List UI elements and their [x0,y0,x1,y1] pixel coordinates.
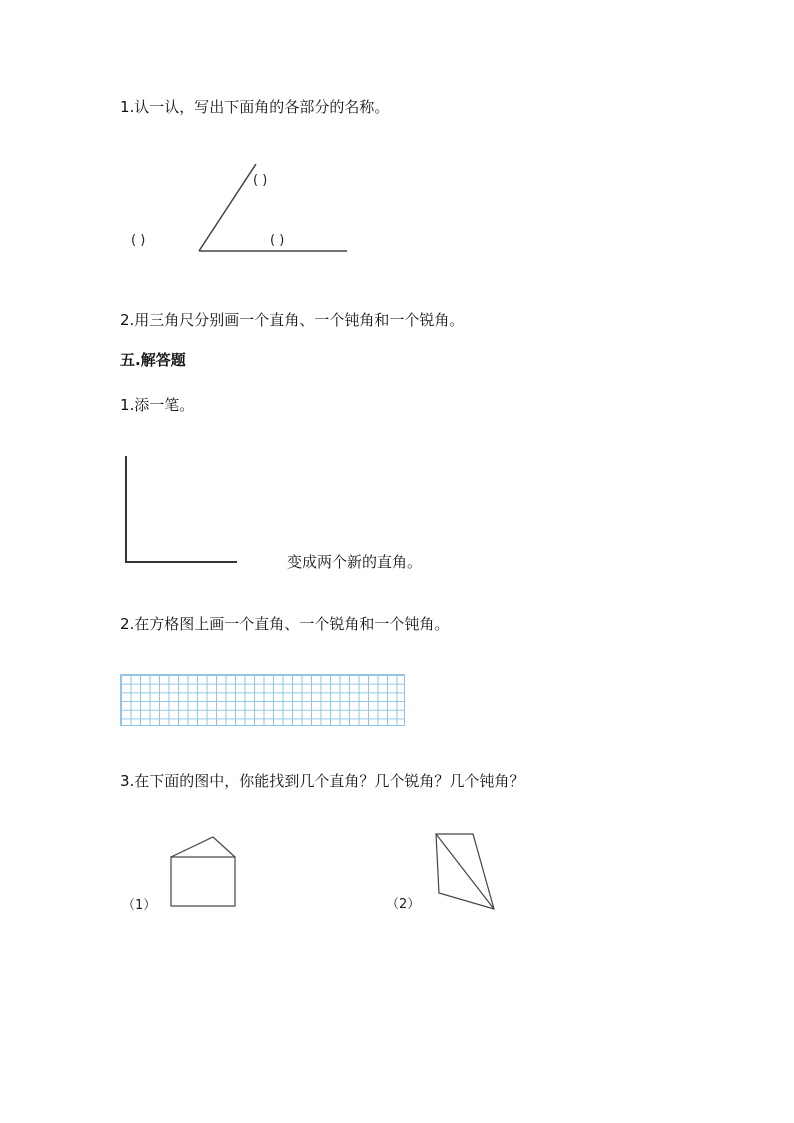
problem-3-text: 3.在下面的图中，你能找到几个直角？几个锐角？几个钝角？ [120,772,525,790]
problem-1-text: 1.添一笔。 [120,396,195,414]
question-2-text: 2.用三角尺分别画一个直角、一个钝角和一个锐角。 [120,311,465,329]
question-1-text: 1.认一认，写出下面角的各部分的名称。 [120,98,390,116]
problem-1-caption: 变成两个新的直角。 [287,553,423,571]
blank-side-bottom[interactable]: ( ) [270,233,285,248]
blank-side-top[interactable]: ( ) [253,173,268,188]
figure-label-1: （1） [122,898,157,913]
blank-vertex[interactable]: ( ) [131,233,146,248]
figure-label-2: （2） [386,897,421,912]
problem-2-text: 2.在方格图上画一个直角、一个锐角和一个钝角。 [120,615,450,633]
quadrilateral-diagonal [436,834,494,909]
section-5-heading: 五.解答题 [120,351,186,369]
